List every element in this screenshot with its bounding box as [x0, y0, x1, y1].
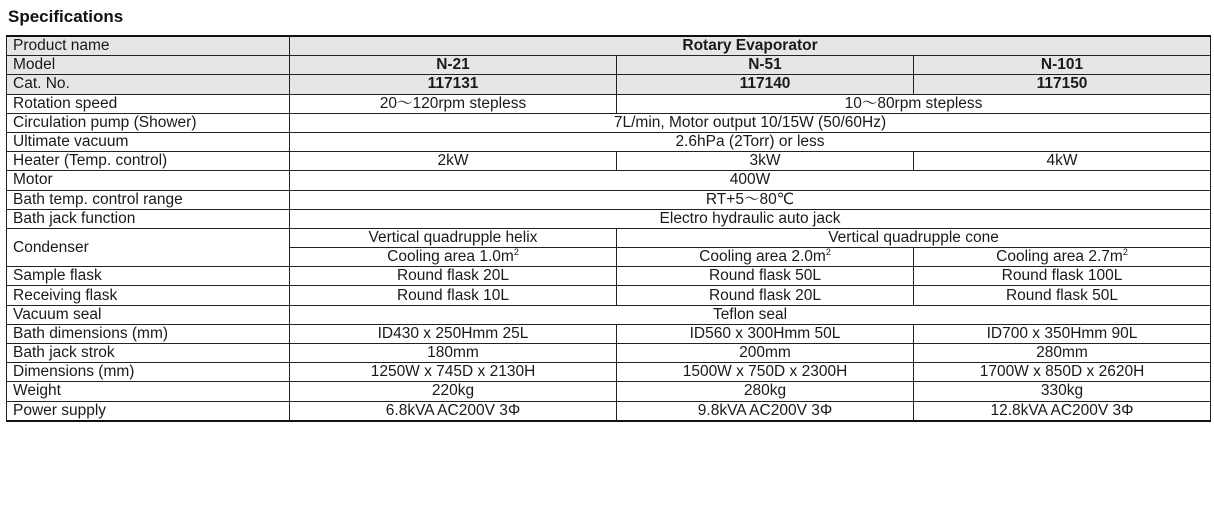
value-bath-dimensions-n101: ID700 x 350Hmm 90L — [914, 324, 1211, 343]
value-sample-flask-n21: Round flask 20L — [290, 267, 617, 286]
row-vacuum-seal — [7, 305, 1211, 324]
condenser-n51-area-text: Cooling area 2.0m — [699, 248, 826, 266]
label-power-supply: Power supply — [7, 401, 290, 421]
value-model-n51: N-51 — [617, 56, 914, 75]
label-vacuum-seal: Vacuum seal — [7, 305, 290, 324]
row-dimensions — [7, 363, 1211, 382]
value-power-supply-n51: 9.8kVA AC200V 3Φ — [617, 401, 914, 421]
value-bath-dimensions-n51: ID560 x 300Hmm 50L — [617, 324, 914, 343]
value-condenser-cone-type: Vertical quadrupple cone — [617, 228, 1211, 247]
value-condenser-n21-type: Vertical quadrupple helix — [290, 228, 617, 247]
label-condenser: Condenser — [7, 228, 290, 266]
label-bath-jack-strok: Bath jack strok — [7, 344, 290, 363]
value-cat-no-n51: 117140 — [617, 75, 914, 94]
row-cat-no — [7, 75, 1211, 94]
row-ultimate-vacuum — [7, 132, 1211, 151]
value-bath-jack-strok-n101: 280mm — [914, 344, 1211, 363]
value-receiving-flask-n51: Round flask 20L — [617, 286, 914, 305]
value-condenser-n101-area — [914, 248, 1211, 267]
value-circulation-pump: 7L/min, Motor output 10/15W (50/60Hz) — [290, 113, 1211, 132]
row-product-name — [7, 36, 1211, 56]
value-sample-flask-n51: Round flask 50L — [617, 267, 914, 286]
value-power-supply-n101: 12.8kVA AC200V 3Φ — [914, 401, 1211, 421]
value-cat-no-n101: 117150 — [914, 75, 1211, 94]
value-heater-n101: 4kW — [914, 152, 1211, 171]
label-bath-dimensions: Bath dimensions (mm) — [7, 324, 290, 343]
value-model-n101: N-101 — [914, 56, 1211, 75]
row-bath-dimensions — [7, 324, 1211, 343]
label-rotation-speed: Rotation speed — [7, 94, 290, 113]
value-product-name: Rotary Evaporator — [290, 36, 1211, 56]
value-heater-n51: 3kW — [617, 152, 914, 171]
value-bath-temp-range: RT+5～80℃ — [290, 190, 1211, 209]
condenser-n101-area-text: Cooling area 2.7m — [996, 248, 1123, 266]
value-ultimate-vacuum: 2.6hPa (2Torr) or less — [290, 132, 1211, 151]
row-bath-jack-strok — [7, 344, 1211, 363]
value-condenser-n51-area — [617, 248, 914, 267]
value-bath-dimensions-n21: ID430 x 250Hmm 25L — [290, 324, 617, 343]
value-dimensions-n21: 1250W x 745D x 2130H — [290, 363, 617, 382]
value-heater-n21: 2kW — [290, 152, 617, 171]
value-weight-n101: 330kg — [914, 382, 1211, 401]
label-bath-temp-range: Bath temp. control range — [7, 190, 290, 209]
value-vacuum-seal: Teflon seal — [290, 305, 1211, 324]
value-bath-jack-function: Electro hydraulic auto jack — [290, 209, 1211, 228]
value-dimensions-n101: 1700W x 850D x 2620H — [914, 363, 1211, 382]
superscript-2: 2 — [825, 247, 831, 257]
value-bath-jack-strok-n51: 200mm — [617, 344, 914, 363]
row-heater — [7, 152, 1211, 171]
row-model — [7, 56, 1211, 75]
value-receiving-flask-n101: Round flask 50L — [914, 286, 1211, 305]
value-bath-jack-strok-n21: 180mm — [290, 344, 617, 363]
value-rotation-speed-n21: 20～120rpm stepless — [290, 94, 617, 113]
label-ultimate-vacuum: Ultimate vacuum — [7, 132, 290, 151]
label-receiving-flask: Receiving flask — [7, 286, 290, 305]
value-motor: 400W — [290, 171, 1211, 190]
row-condenser-1 — [7, 228, 1211, 247]
row-receiving-flask — [7, 286, 1211, 305]
row-sample-flask — [7, 267, 1211, 286]
label-motor: Motor — [7, 171, 290, 190]
value-dimensions-n51: 1500W x 750D x 2300H — [617, 363, 914, 382]
label-bath-jack-function: Bath jack function — [7, 209, 290, 228]
value-weight-n51: 280kg — [617, 382, 914, 401]
value-sample-flask-n101: Round flask 100L — [914, 267, 1211, 286]
value-model-n21: N-21 — [290, 56, 617, 75]
label-cat-no: Cat. No. — [7, 75, 290, 94]
value-cat-no-n21: 117131 — [290, 75, 617, 94]
label-product-name: Product name — [7, 36, 290, 56]
value-condenser-n21-area — [290, 248, 617, 267]
row-bath-temp-range — [7, 190, 1211, 209]
row-motor — [7, 171, 1211, 190]
label-sample-flask: Sample flask — [7, 267, 290, 286]
superscript-2: 2 — [1122, 247, 1128, 257]
row-bath-jack-function — [7, 209, 1211, 228]
superscript-2: 2 — [513, 247, 519, 257]
label-heater: Heater (Temp. control) — [7, 152, 290, 171]
condenser-n21-area-text: Cooling area 1.0m — [387, 248, 514, 266]
value-rotation-speed-n51-n101: 10～80rpm stepless — [617, 94, 1211, 113]
row-circulation-pump — [7, 113, 1211, 132]
row-weight — [7, 382, 1211, 401]
label-dimensions: Dimensions (mm) — [7, 363, 290, 382]
value-receiving-flask-n21: Round flask 10L — [290, 286, 617, 305]
value-power-supply-n21: 6.8kVA AC200V 3Φ — [290, 401, 617, 421]
row-power-supply — [7, 401, 1211, 421]
row-rotation-speed — [7, 94, 1211, 113]
label-weight: Weight — [7, 382, 290, 401]
specifications-table — [6, 35, 1211, 422]
label-model: Model — [7, 56, 290, 75]
value-weight-n21: 220kg — [290, 382, 617, 401]
page-title: Specifications — [8, 7, 124, 26]
label-circulation-pump: Circulation pump (Shower) — [7, 113, 290, 132]
